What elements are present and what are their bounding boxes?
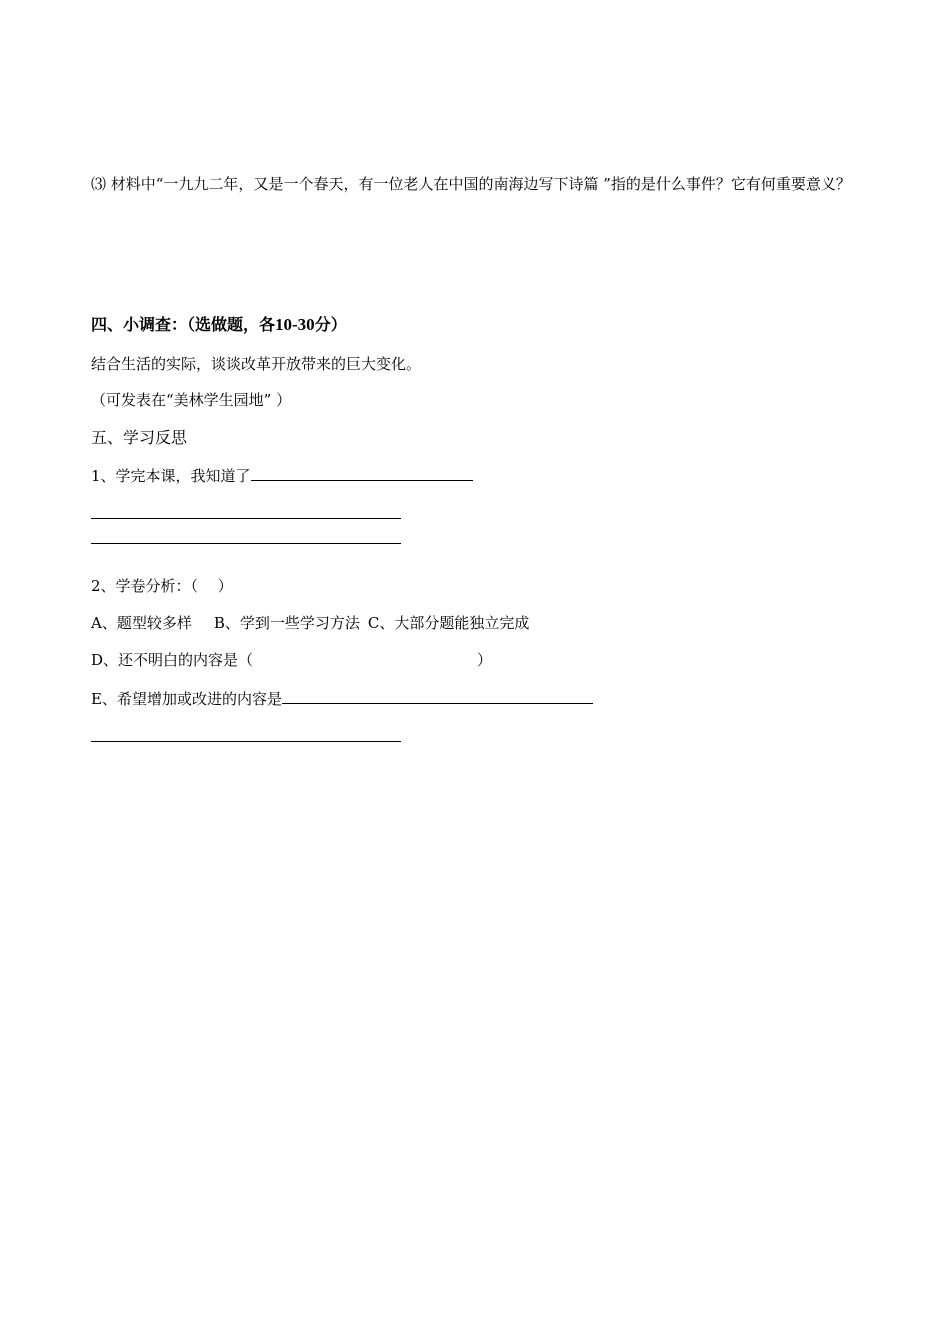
reflection-item-1-blank[interactable] [251, 463, 473, 481]
reflection-item-1-label: 1、学完本课，我知道了 [91, 467, 251, 485]
section-4-title [91, 313, 347, 337]
section-4-note: （可发表在“美林学生园地” ） [91, 391, 292, 409]
option-b[interactable]: B、学到一些学习方法 [213, 614, 360, 632]
option-c[interactable]: C、大部分题能独立完成 [367, 614, 530, 632]
section-4-prompt: 结合生活的实际，谈谈改革开放带来的巨大变化。 [91, 355, 422, 373]
reflection-options-abc [91, 611, 529, 635]
question-3: ⑶ 材料中“一九九二年，又是一个春天，有一位老人在中国的南海边写下诗篇 ”指的是什么事件？它有何重要意义？ [91, 175, 851, 193]
option-e [91, 686, 593, 711]
option-e-blank[interactable] [282, 686, 593, 704]
option-d-label: D、还不明白的内容是（ [91, 651, 254, 669]
section-4-title-suffix: 分） [314, 315, 347, 334]
reflection-item-2: 2、学卷分析：（ ） [91, 577, 233, 595]
reflection-item-1-blank-line-3[interactable] [91, 543, 401, 544]
option-d-close: ） [477, 651, 493, 669]
section-4-title-range: 10-30 [275, 315, 315, 334]
section-4-title-prefix: 四、小调查：（选做题，各 [91, 315, 276, 334]
option-e-label: E、希望增加或改进的内容是 [91, 690, 282, 708]
reflection-item-1-blank-line-2[interactable] [91, 518, 401, 519]
option-e-blank-line-2[interactable] [91, 741, 401, 742]
section-5-title: 五、学习反思 [91, 428, 188, 447]
option-a[interactable]: A、题型较多样 [91, 614, 192, 632]
option-d [91, 648, 492, 672]
reflection-item-1 [91, 463, 473, 488]
